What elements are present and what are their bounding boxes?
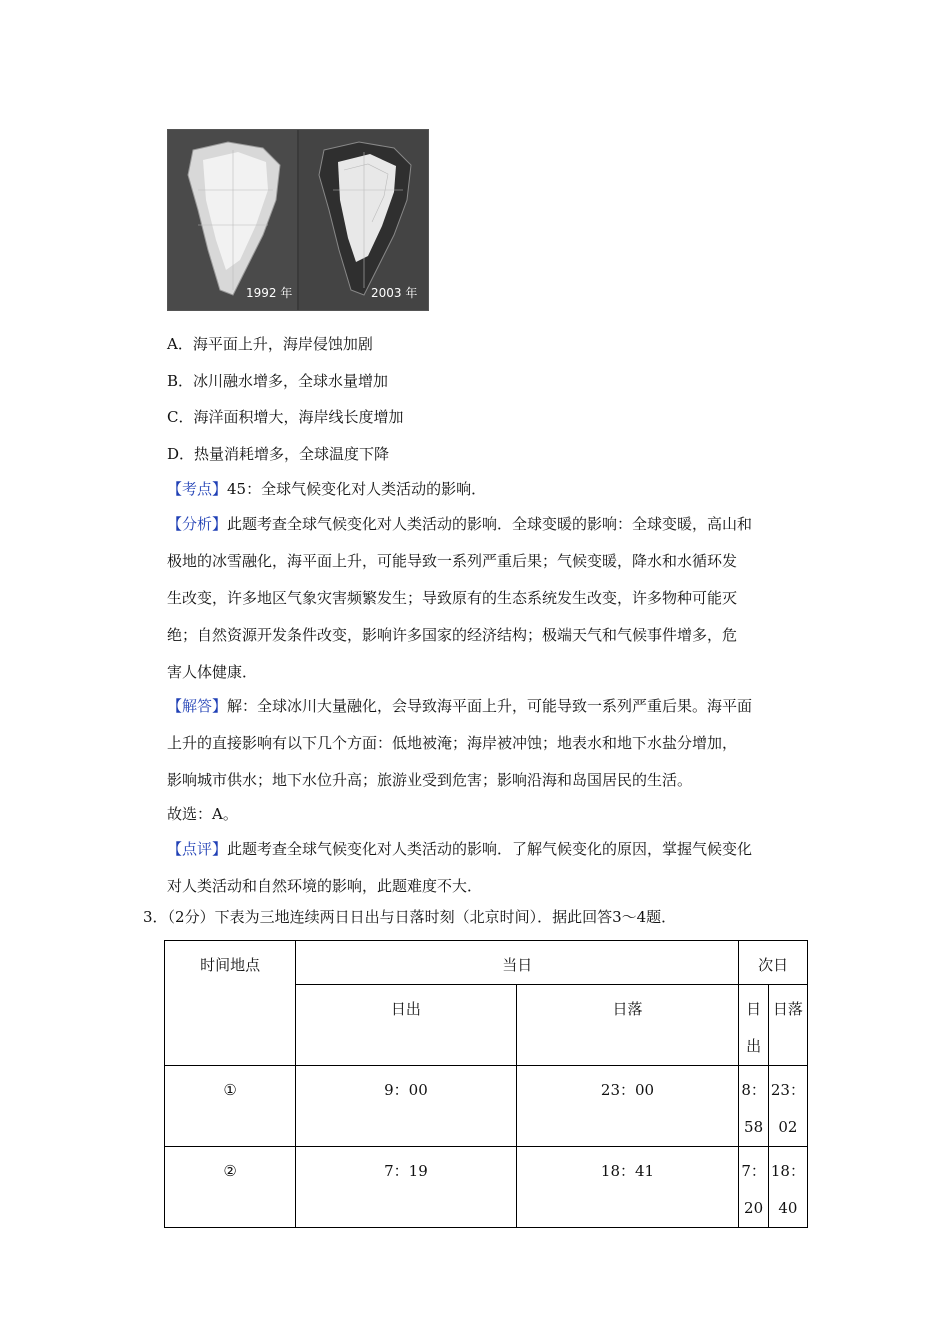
row2-place: ②	[165, 1147, 296, 1228]
row1-place: ①	[165, 1066, 296, 1147]
option-c: C．海洋面积增大，海岸线长度增加	[167, 408, 404, 426]
row2-set: 18：41	[516, 1147, 739, 1228]
header-ciri-richu-1: 日	[746, 1000, 762, 1018]
row1-next-rise	[739, 1066, 769, 1147]
question-3: 3．（2分）下表为三地连续两日日出与日落时刻（北京时间）．据此回答3～4题．	[143, 908, 677, 926]
jieda-line-3: 影响城市供水；地下水位升高；旅游业受到危害；影响沿海和岛国居民的生活。	[167, 771, 693, 789]
row1-next-rise-1: 8：	[741, 1081, 766, 1099]
option-b: B．冰川融水增多，全球水量增加	[167, 372, 389, 390]
header-ciri: 次日	[739, 941, 808, 985]
fenxi-text-1: 此题考查全球气候变化对人类活动的影响．全球变暖的影响：全球变暖，高山和	[227, 515, 753, 533]
header-ciri-richu-2: 出	[746, 1037, 762, 1055]
jieda-answer: 故选：A。	[167, 805, 238, 823]
fenxi-line-2: 极地的冰雪融化，海平面上升，可能导致一系列严重后果；气候变暖，降水和水循环发	[167, 552, 738, 570]
sunrise-sunset-table	[164, 940, 808, 1228]
kaodian-tag: 【考点】	[167, 480, 228, 498]
figure-label-2003: 2003 年	[371, 286, 418, 300]
greenland-ice-figure	[167, 129, 429, 311]
fenxi-tag: 【分析】	[167, 515, 228, 533]
jieda-tag: 【解答】	[167, 697, 228, 715]
row1-rise: 9：00	[296, 1066, 517, 1147]
row1-next-set	[768, 1066, 807, 1147]
jieda-line-1	[167, 696, 752, 716]
row2-next-set-2: 40	[778, 1199, 798, 1217]
fenxi-line-5: 害人体健康．	[167, 663, 258, 681]
row1-next-rise-2: 58	[744, 1118, 764, 1136]
row1-set: 23：00	[516, 1066, 739, 1147]
greenland-satellite-images	[168, 130, 428, 310]
row2-next-rise	[739, 1147, 769, 1228]
row2-next-rise-1: 7：	[741, 1162, 766, 1180]
dianping-line-2: 对人类活动和自然环境的影响，此题难度不大．	[167, 877, 483, 895]
table-row	[165, 1066, 808, 1147]
row2-next-set-1: 18：	[770, 1162, 805, 1180]
jieda-text-1: 解：全球冰川大量融化，会导致海平面上升，可能导致一系列严重后果。海平面	[227, 697, 753, 715]
dianping-tag: 【点评】	[167, 840, 228, 858]
option-d: D．热量消耗增多，全球温度下降	[167, 445, 390, 463]
table-corner: 时间地点	[165, 941, 296, 1066]
row2-rise: 7：19	[296, 1147, 517, 1228]
fenxi-line-3: 生改变，许多地区气象灾害频繁发生；导致原有的生态系统发生改变，许多物种可能灭	[167, 589, 738, 607]
figure-label-1992: 1992 年	[246, 286, 293, 300]
jieda-line-2: 上升的直接影响有以下几个方面：低地被淹；海岸被冲蚀；地表水和地下水盐分增加，	[167, 734, 738, 752]
header-ciri-richu	[739, 985, 769, 1066]
header-riluo: 日落	[516, 985, 739, 1066]
row1-next-set-2: 02	[778, 1118, 798, 1136]
fenxi-line-1	[167, 514, 752, 534]
kaodian-line	[167, 479, 486, 499]
dianping-line-1	[167, 839, 752, 859]
kaodian-text: 45：全球气候变化对人类活动的影响．	[227, 480, 487, 498]
row2-next-set	[768, 1147, 807, 1228]
fenxi-line-4: 绝；自然资源开发条件改变，影响许多国家的经济结构；极端天气和气候事件增多，危	[167, 626, 738, 644]
row1-next-set-1: 23：	[770, 1081, 805, 1099]
row2-next-rise-2: 20	[744, 1199, 764, 1217]
option-a: A．海平面上升，海岸侵蚀加剧	[167, 335, 373, 353]
header-dangri: 当日	[296, 941, 739, 985]
header-richu: 日出	[296, 985, 517, 1066]
header-ciri-riluo: 日落	[768, 985, 807, 1066]
dianping-text-1: 此题考查全球气候变化对人类活动的影响．了解气候变化的原因，掌握气候变化	[227, 840, 753, 858]
table-row	[165, 1147, 808, 1228]
